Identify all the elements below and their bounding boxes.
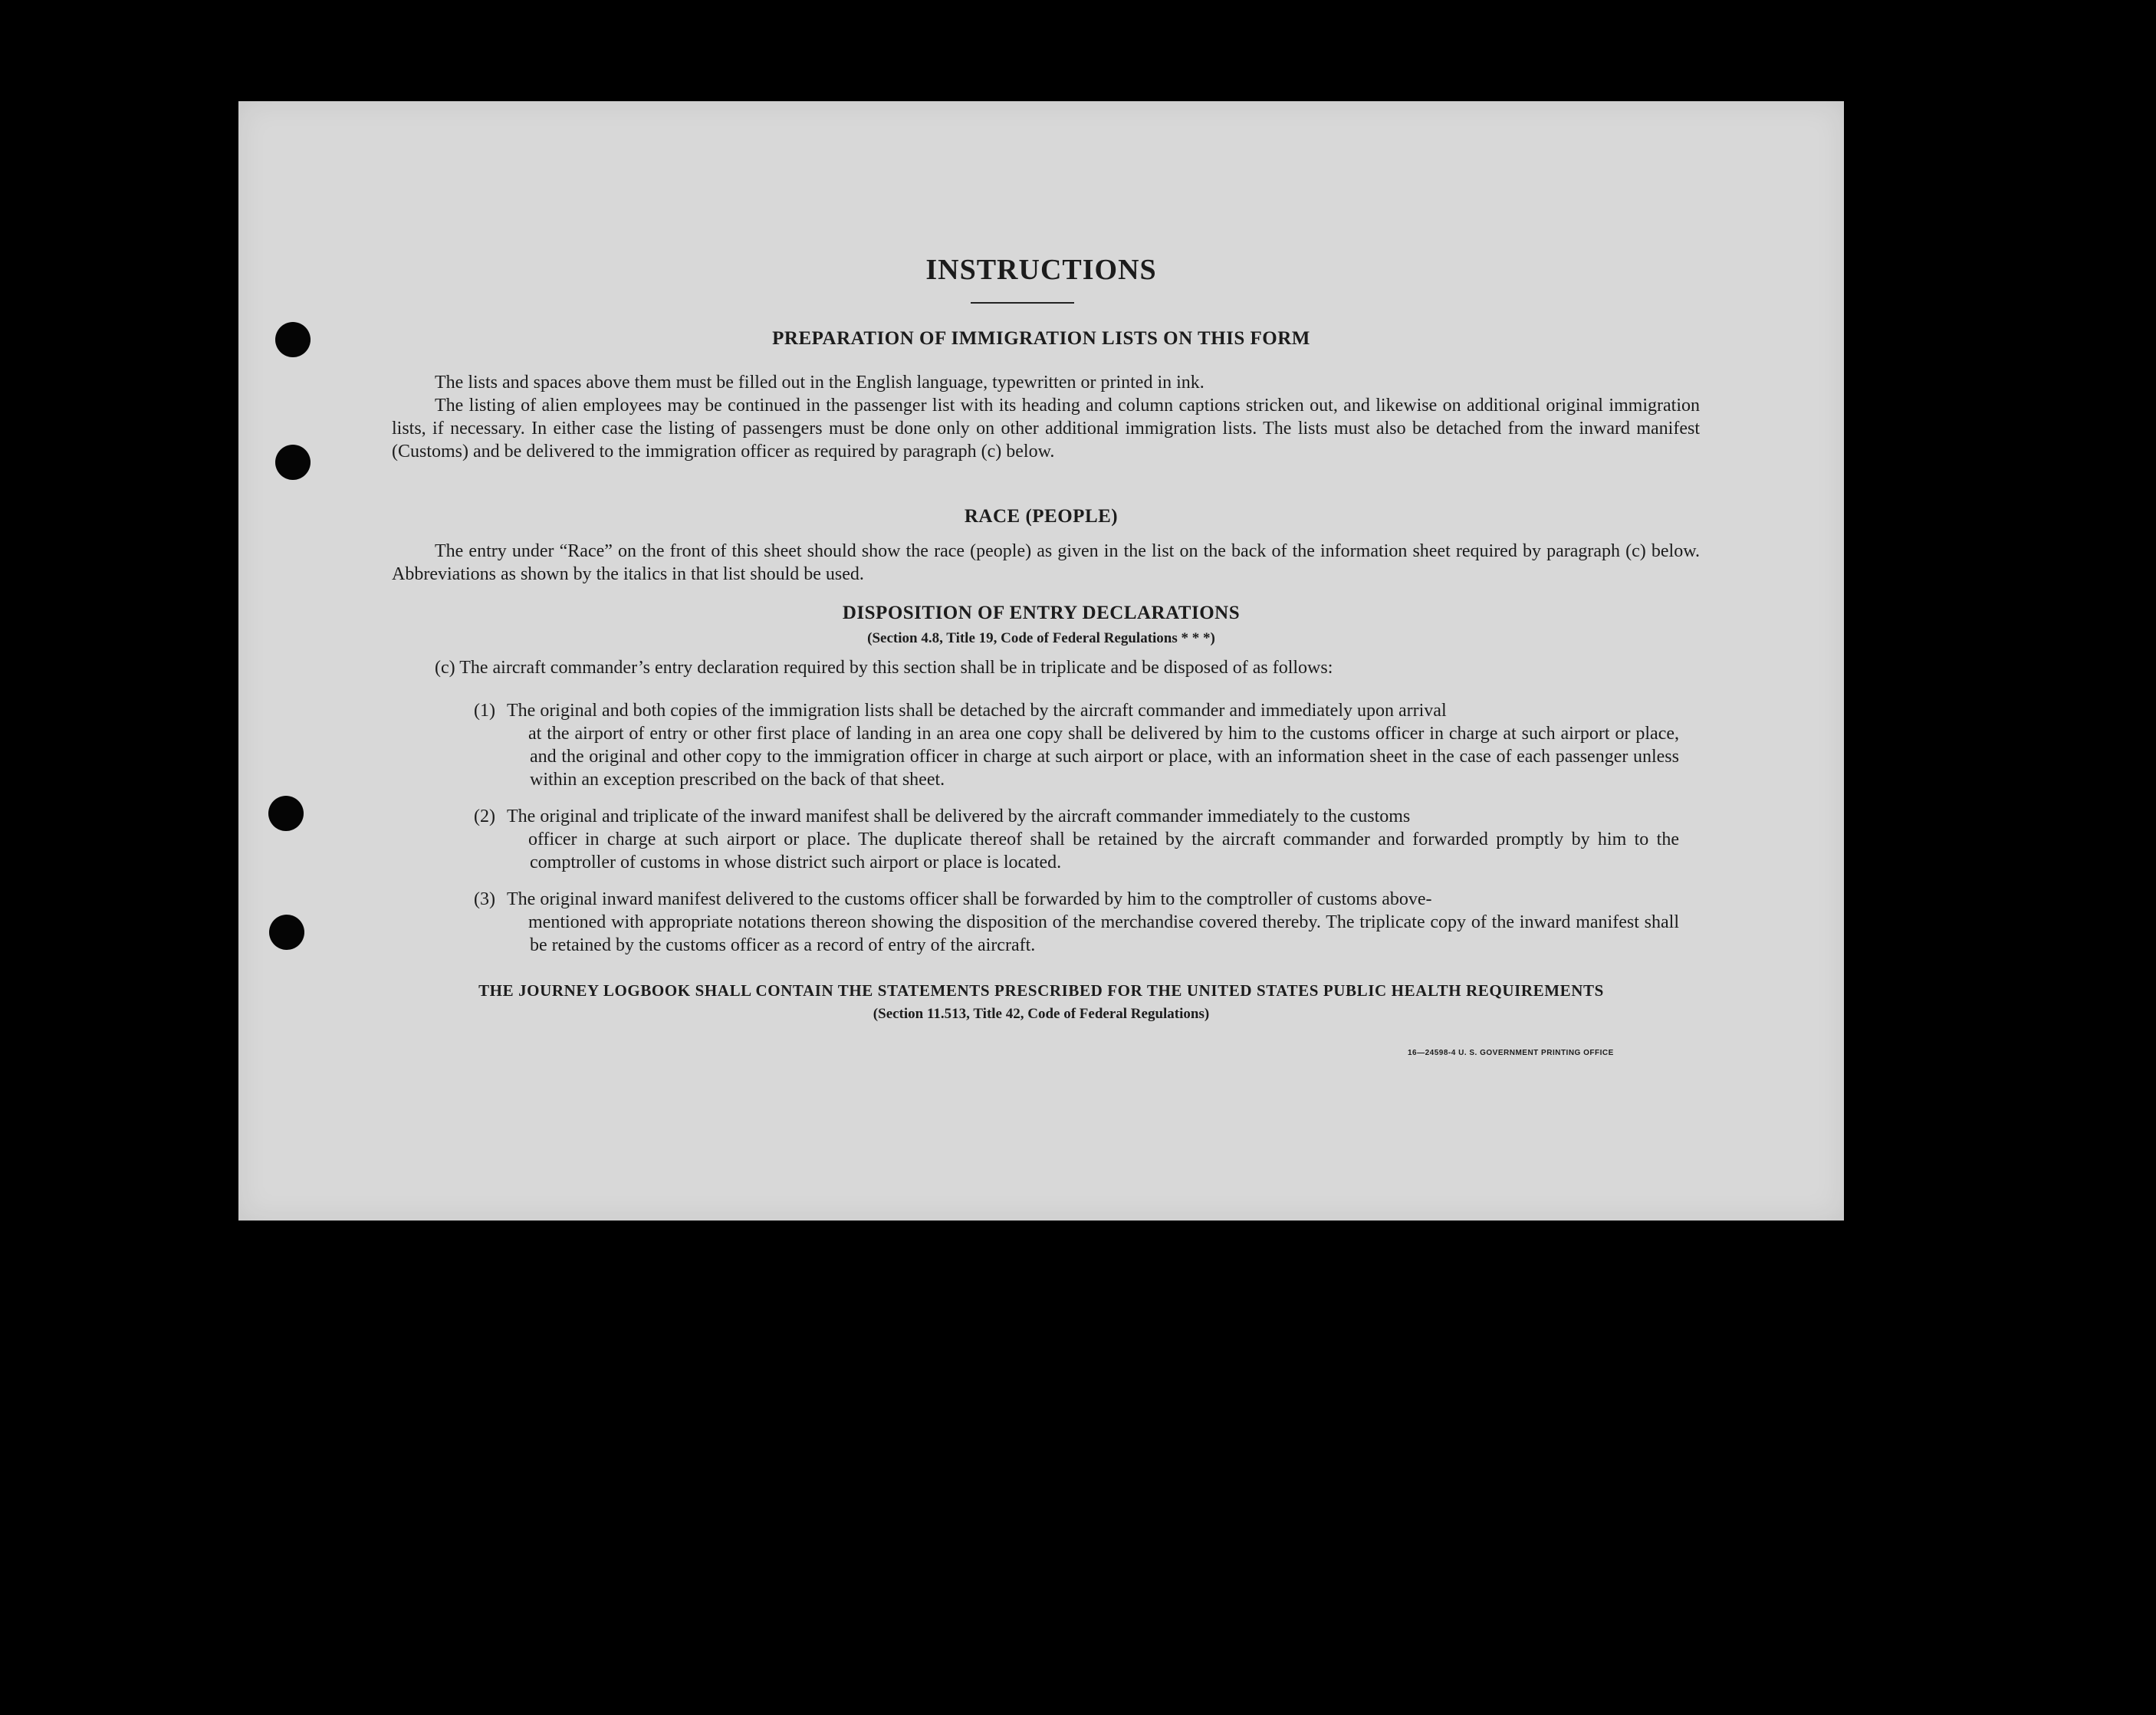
paragraph: (c) The aircraft commander’s entry declaration required by this section shall be in triplicate and be disposed of as follows: (435, 658, 1333, 678)
item-text-continued: at the airport of entry or other first place of landing in an area one copy shall be delivered by him to the customs officer in charge at such airport or place, and the original and other copy to the immigration officer in charge at such airport or place, with an information sheet in the case of each passenger unless within an exception prescribed on the back of that sheet. (528, 724, 1679, 790)
printing-office-code: 16—24598-4 U. S. GOVERNMENT PRINTING OFFICE (1408, 1049, 1614, 1057)
page-title: INSTRUCTIONS (925, 254, 1157, 286)
section-citation: (Section 4.8, Title 19, Code of Federal Regulations * * *) (867, 630, 1215, 646)
paragraph: The listing of alien employees may be continued in the passenger list with its heading and column captions stricken out, and likewise on additional original immigration lists, if necessary. In either case the listing of passengers must be done only on other additional immigration lists. The lists must also be detached from the inward manifest (Customs) and be delivered to the immigration officer as required by paragraph (c) below. (392, 396, 1700, 462)
punch-hole (275, 445, 311, 480)
item-text: The original inward manifest delivered to the customs officer shall be forwarded by him to the comptroller of customs above- (507, 889, 1432, 909)
section-heading-race: RACE (PEOPLE) (964, 506, 1119, 527)
item-number: (1) (474, 701, 495, 721)
list-item (474, 699, 1679, 791)
document-sheet (238, 101, 1844, 1221)
section-heading-preparation: PREPARATION OF IMMIGRATION LISTS ON THIS FORM (772, 328, 1310, 349)
footer-statement: THE JOURNEY LOGBOOK SHALL CONTAIN THE STATEMENTS PRESCRIBED FOR THE UNITED STATES PUBLIC HEALTH REQUIREMENTS (478, 981, 1604, 1000)
item-text-continued: mentioned with appropriate notations thereon showing the disposition of the merchandise covered thereby. The triplicate copy of the inward manifest shall be retained by the customs officer as a record of entry of the aircraft. (528, 912, 1679, 955)
paragraph: The lists and spaces above them must be filled out in the English language, typewritten or printed in ink. (435, 373, 1205, 393)
list-item (474, 805, 1679, 874)
footer-citation: (Section 11.513, Title 42, Code of Federal Regulations) (873, 1006, 1210, 1022)
punch-hole (269, 915, 304, 950)
paragraph: The entry under “Race” on the front of this sheet should show the race (people) as given in the list on the back of the information sheet required by paragraph (c) below. Abbreviations as shown by the italics in that list should be used. (392, 541, 1700, 584)
punch-hole (268, 796, 304, 831)
item-text-continued: officer in charge at such airport or place. The duplicate thereof shall be retained by the aircraft commander and forwarded promptly by him to the comptroller of customs in whose district such airport or place is located. (528, 830, 1679, 872)
item-text: The original and triplicate of the inward manifest shall be delivered by the aircraft commander immediately to the customs (507, 807, 1411, 826)
section-heading-disposition: DISPOSITION OF ENTRY DECLARATIONS (842, 603, 1241, 623)
title-underline (971, 302, 1074, 304)
list-item (474, 888, 1679, 957)
item-number: (3) (474, 889, 495, 909)
item-text: The original and both copies of the immigration lists shall be detached by the aircraft commander and immediately upon arrival (507, 701, 1447, 721)
item-number: (2) (474, 807, 495, 826)
